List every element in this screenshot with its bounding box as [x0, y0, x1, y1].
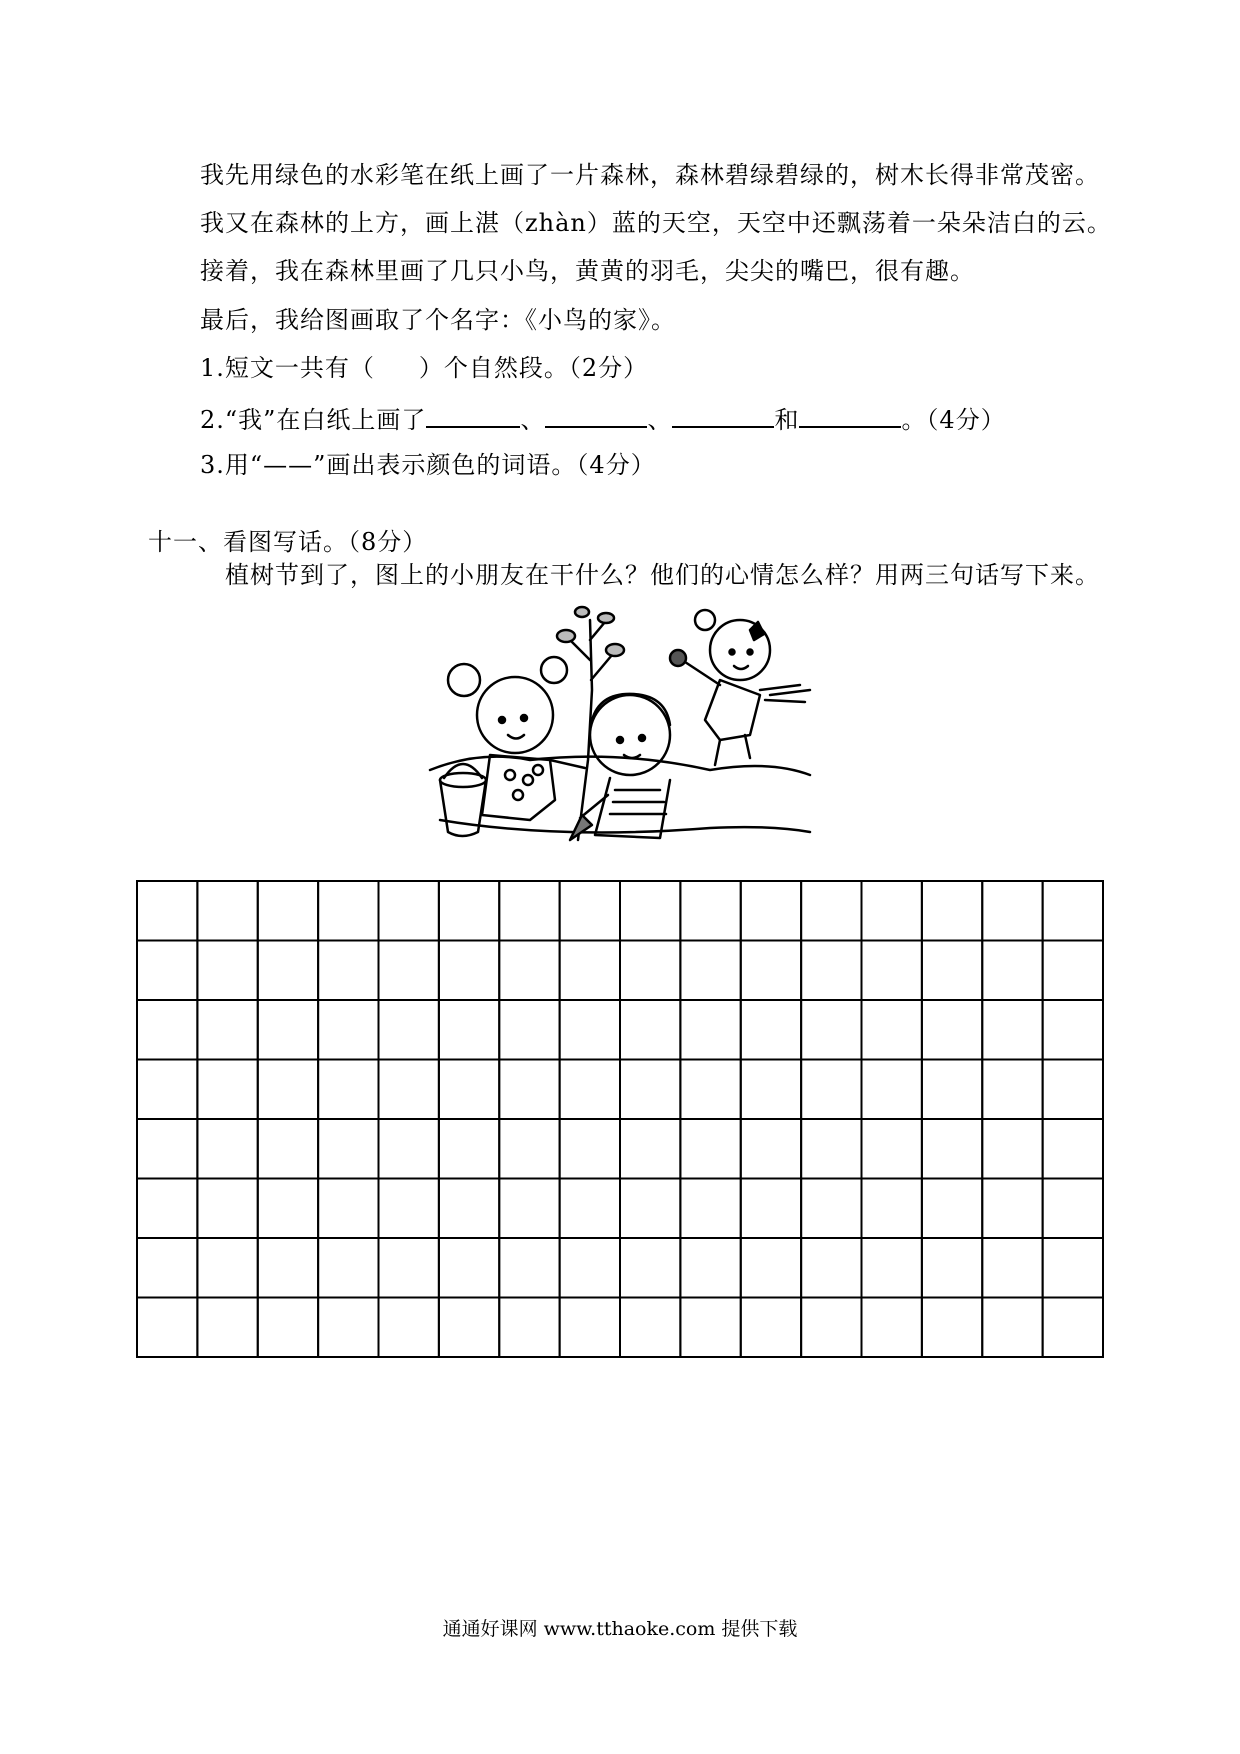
- question-3: 3.用“——”画出表示颜色的词语。（4分）: [200, 451, 656, 479]
- grid-cell[interactable]: [680, 881, 740, 941]
- grid-cell[interactable]: [620, 1060, 680, 1120]
- grid-cell[interactable]: [560, 1238, 620, 1298]
- grid-cell[interactable]: [499, 941, 559, 1001]
- grid-cell[interactable]: [560, 1298, 620, 1358]
- answer-blank-2a[interactable]: [426, 402, 520, 428]
- grid-cell[interactable]: [620, 1179, 680, 1239]
- grid-cell[interactable]: [379, 1298, 439, 1358]
- grid-cell[interactable]: [560, 1060, 620, 1120]
- grid-cell[interactable]: [680, 1000, 740, 1060]
- grid-cell[interactable]: [499, 1298, 559, 1358]
- grid-cell[interactable]: [922, 1000, 982, 1060]
- passage-paragraph-3: 接着，我在森林里画了几只小鸟，黄黄的羽毛，尖尖的嘴巴，很有趣。: [200, 257, 975, 285]
- grid-cell[interactable]: [439, 1060, 499, 1120]
- grid-cell[interactable]: [620, 1119, 680, 1179]
- grid-cell[interactable]: [137, 1060, 197, 1120]
- grid-cell[interactable]: [258, 1179, 318, 1239]
- grid-cell[interactable]: [922, 1060, 982, 1120]
- grid-cell[interactable]: [439, 1298, 499, 1358]
- grid-cell[interactable]: [741, 1060, 801, 1120]
- grid-cell[interactable]: [439, 1000, 499, 1060]
- grid-cell[interactable]: [137, 1000, 197, 1060]
- grid-cell[interactable]: [862, 1238, 922, 1298]
- passage-paragraph-1: 我先用绿色的水彩笔在纸上画了一片森林，森林碧绿碧绿的，树木长得非常茂密。: [200, 161, 1100, 189]
- grid-cell[interactable]: [982, 1179, 1042, 1239]
- grid-cell[interactable]: [982, 941, 1042, 1001]
- grid-cell[interactable]: [982, 1060, 1042, 1120]
- grid-cell[interactable]: [560, 881, 620, 941]
- writing-grid[interactable]: [136, 880, 1104, 1358]
- question-2-and: 和: [774, 406, 800, 434]
- grid-cell[interactable]: [499, 1179, 559, 1239]
- grid-cell[interactable]: [922, 1298, 982, 1358]
- grid-cell[interactable]: [620, 881, 680, 941]
- grid-cell[interactable]: [318, 881, 378, 941]
- grid-cell[interactable]: [1043, 1119, 1103, 1179]
- grid-cell[interactable]: [801, 941, 861, 1001]
- grid-cell[interactable]: [499, 1060, 559, 1120]
- grid-cell[interactable]: [318, 1000, 378, 1060]
- grid-cell[interactable]: [197, 1060, 257, 1120]
- grid-cell[interactable]: [801, 881, 861, 941]
- grid-cell[interactable]: [197, 1119, 257, 1179]
- grid-cell[interactable]: [379, 1119, 439, 1179]
- grid-cell[interactable]: [499, 1238, 559, 1298]
- question-2-separator-2: 、: [647, 406, 673, 434]
- grid-cell[interactable]: [680, 1238, 740, 1298]
- question-2-prefix: 2.“我”在白纸上画了: [200, 406, 427, 434]
- grid-cell[interactable]: [922, 941, 982, 1001]
- grid-cell[interactable]: [862, 1298, 922, 1358]
- grid-cell[interactable]: [439, 1238, 499, 1298]
- grid-cell[interactable]: [439, 1179, 499, 1239]
- grid-cell[interactable]: [258, 881, 318, 941]
- answer-blank-2b[interactable]: [545, 402, 647, 428]
- grid-cell[interactable]: [741, 1238, 801, 1298]
- grid-cell[interactable]: [680, 1119, 740, 1179]
- grid-cell[interactable]: [439, 941, 499, 1001]
- grid-cell[interactable]: [137, 941, 197, 1001]
- grid-cell[interactable]: [318, 1238, 378, 1298]
- grid-cell[interactable]: [560, 1000, 620, 1060]
- passage-paragraph-2: 我又在森林的上方，画上湛（zhàn）蓝的天空，天空中还飘荡着一朵朵洁白的云。: [200, 209, 1112, 237]
- grid-cell[interactable]: [379, 881, 439, 941]
- question-2: [200, 402, 1006, 435]
- grid-cell[interactable]: [379, 1238, 439, 1298]
- grid-cell[interactable]: [137, 1238, 197, 1298]
- grid-cell[interactable]: [801, 1238, 861, 1298]
- grid-cell[interactable]: [982, 1238, 1042, 1298]
- grid-cell[interactable]: [862, 881, 922, 941]
- grid-cell[interactable]: [137, 1298, 197, 1358]
- section-11-prompt: 植树节到了，图上的小朋友在干什么？他们的心情怎么样？用两三句话写下来。: [225, 561, 1100, 589]
- grid-cell[interactable]: [379, 941, 439, 1001]
- grid-cell[interactable]: [1043, 1060, 1103, 1120]
- grid-cell[interactable]: [560, 1179, 620, 1239]
- grid-cell[interactable]: [197, 1238, 257, 1298]
- grid-cell[interactable]: [680, 1060, 740, 1120]
- grid-cell[interactable]: [862, 1060, 922, 1120]
- grid-cell[interactable]: [258, 941, 318, 1001]
- grid-cell[interactable]: [137, 1119, 197, 1179]
- question-1-suffix: ）个自然段。（2分）: [418, 354, 649, 382]
- grid-cell[interactable]: [197, 1179, 257, 1239]
- grid-cell[interactable]: [197, 1298, 257, 1358]
- grid-cell[interactable]: [258, 1298, 318, 1358]
- grid-cell[interactable]: [741, 1000, 801, 1060]
- grid-cell[interactable]: [680, 1298, 740, 1358]
- grid-cell[interactable]: [318, 941, 378, 1001]
- grid-cell[interactable]: [258, 1119, 318, 1179]
- question-2-separator-1: 、: [520, 406, 546, 434]
- grid-cell[interactable]: [680, 941, 740, 1001]
- grid-cell[interactable]: [620, 941, 680, 1001]
- grid-cell[interactable]: [620, 1000, 680, 1060]
- grid-cell[interactable]: [922, 1119, 982, 1179]
- grid-cell[interactable]: [982, 1298, 1042, 1358]
- grid-cell[interactable]: [801, 1119, 861, 1179]
- question-1-prefix: 1.短文一共有（: [200, 354, 375, 382]
- grid-cell[interactable]: [379, 1000, 439, 1060]
- grid-cell[interactable]: [439, 881, 499, 941]
- grid-cell[interactable]: [982, 1119, 1042, 1179]
- grid-cell[interactable]: [137, 881, 197, 941]
- grid-cell[interactable]: [862, 1000, 922, 1060]
- answer-blank-2d[interactable]: [799, 402, 901, 428]
- grid-cell[interactable]: [862, 1179, 922, 1239]
- grid-cell[interactable]: [982, 881, 1042, 941]
- section-11-heading: 十一、看图写话。（8分）: [148, 528, 428, 556]
- grid-cell[interactable]: [1043, 1179, 1103, 1239]
- grid-cell[interactable]: [197, 1000, 257, 1060]
- grid-cell[interactable]: [499, 881, 559, 941]
- grid-cell[interactable]: [1043, 1238, 1103, 1298]
- grid-cell[interactable]: [741, 1119, 801, 1179]
- grid-cell[interactable]: [197, 941, 257, 1001]
- passage-paragraph-4: 最后，我给图画取了个名字：《小鸟的家》。: [200, 306, 676, 334]
- grid-cell[interactable]: [801, 1298, 861, 1358]
- grid-cell[interactable]: [379, 1060, 439, 1120]
- grid-cell[interactable]: [499, 1000, 559, 1060]
- grid-cell[interactable]: [741, 1179, 801, 1239]
- grid-cell[interactable]: [318, 1298, 378, 1358]
- tree-planting-illustration: [420, 600, 850, 870]
- grid-cell[interactable]: [137, 1179, 197, 1239]
- grid-cell[interactable]: [922, 1179, 982, 1239]
- grid-cell[interactable]: [741, 1298, 801, 1358]
- grid-cell[interactable]: [499, 1119, 559, 1179]
- answer-blank-2c[interactable]: [672, 402, 774, 428]
- grid-cell[interactable]: [318, 1179, 378, 1239]
- grid-cell[interactable]: [197, 881, 257, 941]
- grid-cell[interactable]: [379, 1179, 439, 1239]
- grid-cell[interactable]: [258, 1000, 318, 1060]
- grid-cell[interactable]: [258, 1238, 318, 1298]
- grid-cell[interactable]: [741, 881, 801, 941]
- grid-cell[interactable]: [439, 1119, 499, 1179]
- grid-cell[interactable]: [1043, 881, 1103, 941]
- grid-cell[interactable]: [620, 1298, 680, 1358]
- grid-cell[interactable]: [801, 1000, 861, 1060]
- grid-cell[interactable]: [1043, 941, 1103, 1001]
- grid-cell[interactable]: [982, 1000, 1042, 1060]
- grid-cell[interactable]: [680, 1179, 740, 1239]
- grid-cell[interactable]: [1043, 1298, 1103, 1358]
- grid-cell[interactable]: [560, 941, 620, 1001]
- footer-credit: 通通好课网 www.tthaoke.com 提供下载: [442, 1618, 798, 1640]
- grid-cell[interactable]: [318, 1119, 378, 1179]
- grid-cell[interactable]: [801, 1179, 861, 1239]
- grid-cell[interactable]: [922, 1238, 982, 1298]
- grid-cell[interactable]: [1043, 1000, 1103, 1060]
- grid-cell[interactable]: [620, 1238, 680, 1298]
- grid-cell[interactable]: [862, 1119, 922, 1179]
- question-2-suffix: 。（4分）: [901, 406, 1006, 434]
- grid-cell[interactable]: [560, 1119, 620, 1179]
- grid-cell[interactable]: [741, 941, 801, 1001]
- grid-cell[interactable]: [922, 881, 982, 941]
- grid-cell[interactable]: [258, 1060, 318, 1120]
- grid-cell[interactable]: [801, 1060, 861, 1120]
- grid-cell[interactable]: [318, 1060, 378, 1120]
- question-1: [200, 353, 648, 383]
- grid-cell[interactable]: [862, 941, 922, 1001]
